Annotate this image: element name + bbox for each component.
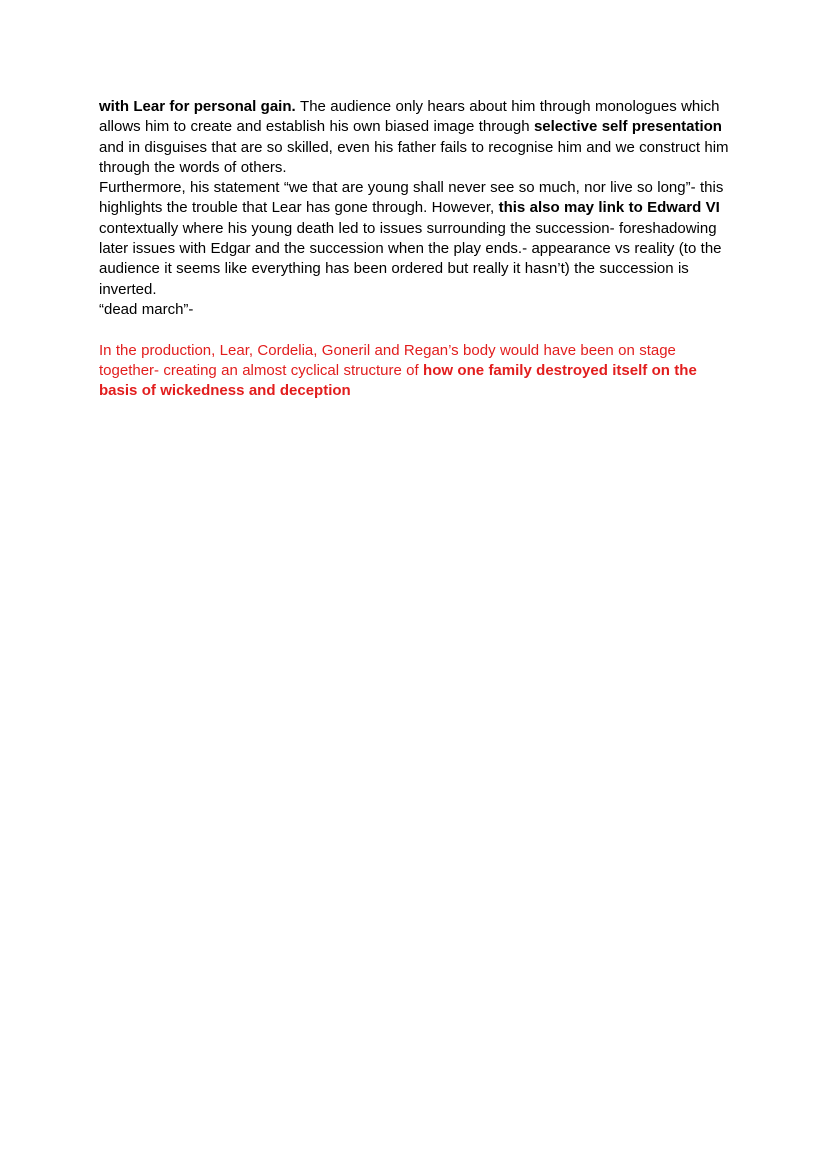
paragraph xyxy=(99,341,733,402)
paragraph xyxy=(99,97,733,178)
paragraph xyxy=(99,300,733,320)
text-run: selective self presentation xyxy=(533,118,722,136)
text-run: with Lear for personal gain. xyxy=(99,98,301,115)
text-run: In the production, Lear, Cordelia, Goneril and Regan’s body would have been on stage together- creating an almost cyclical structure of xyxy=(99,341,676,379)
text-run: and in disguises that are so skilled, even his father fails to recognise him and we construct him through the words of others. xyxy=(99,138,729,176)
text-run: this also may link to Edward VI xyxy=(498,199,720,217)
paragraph xyxy=(99,178,733,300)
text-run: The audience only hears about him through monologues which allows him to create and establish his own biased image through xyxy=(99,98,720,136)
text-run: “dead march”- xyxy=(99,300,194,318)
text-run: how one family destroyed itself on the basis of wickedness and deception xyxy=(99,361,697,400)
text-run: Furthermore, his statement “we that are young shall never see so much, nor live so long”- this highlights the trouble that Lear has gone through. However, xyxy=(99,179,724,217)
document-text-body[interactable] xyxy=(99,97,733,401)
blank-line xyxy=(99,320,733,340)
text-run: contextually where his young death led to issues surrounding the succession- foreshadowing later issues with Edgar and the succession when the play ends.- appearance vs reality (to the audience it seems like everything has been ordered but really it hasn’t) the succession is inverted. xyxy=(99,219,722,298)
